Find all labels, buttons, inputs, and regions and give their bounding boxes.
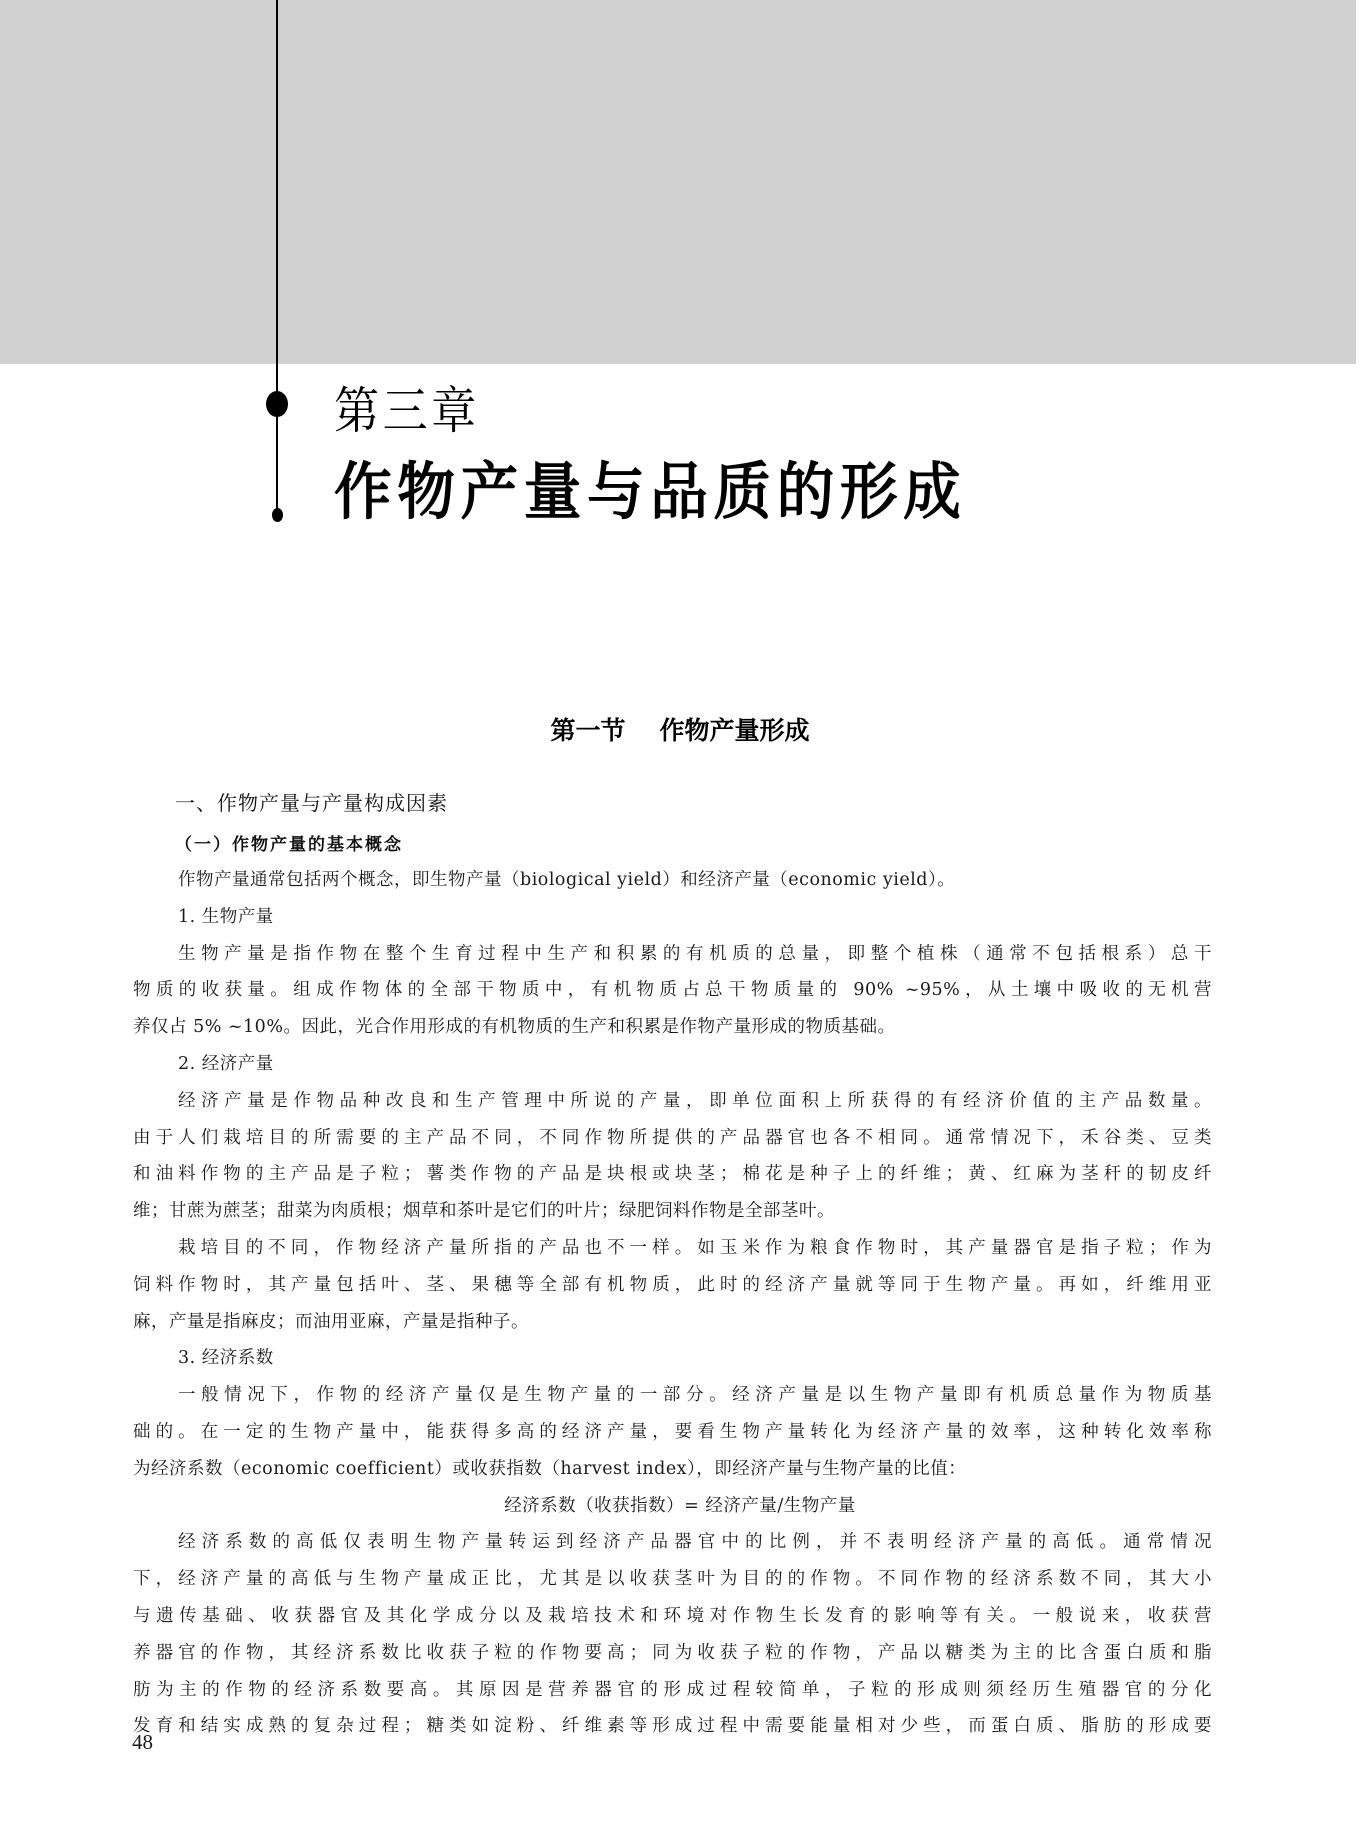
text-line: 下，经济产量的高低与生物产量成正比，尤其是以收获茎叶为目的的作物。不同作物的经济系数不同，其大小 — [133, 1569, 1212, 1590]
heading-level-2: （一）作物产量的基本概念 — [175, 835, 403, 855]
text-line: 3. 经济系数 — [178, 1348, 274, 1369]
text-line: 养器官的作物，其经济系数比收获子粒的作物要高；同为收获子粒的作物，产品以糖类为主的比含蛋白质和脂 — [133, 1642, 1212, 1663]
chapter-title: 作物产量与品质的形成 — [334, 455, 967, 528]
text-line: 养仅占 5% ~10%。因此，光合作用形成的有机物质的生产和积累是作物产量形成的物质基础。 — [133, 1017, 896, 1038]
text-line: 和油料作物的主产品是子粒；薯类作物的产品是块根或块茎；棉花是种子上的纤维；黄、红麻为茎秆的韧皮纤 — [133, 1164, 1212, 1185]
text-line: 为经济系数（economic coefficient）或收获指数（harvest index），即经济产量与生物产量的比值： — [133, 1458, 967, 1479]
text-line: 与遗传基础、收获器官及其化学成分以及栽培技术和环境对作物生长发育的影响等有关。一般说来，收获营 — [133, 1606, 1212, 1626]
text-line: 维；甘蔗为蔗茎；甜菜为肉质根；烟草和茶叶是它们的叶片；绿肥饲料作物是全部茎叶。 — [133, 1201, 835, 1222]
decorative-vertical-line — [276, 0, 278, 516]
chapter-number: 第三章 — [334, 382, 480, 440]
text-line: 生物产量是指作物在整个生育过程中生产和积累的有机质的总量，即整个植株（通常不包括根系）总干 — [178, 943, 1212, 964]
chapter-header-band — [0, 0, 1356, 364]
text-line: 一般情况下，作物的经济产量仅是生物产量的一部分。经济产量是以生物产量即有机质总量作为物质基 — [178, 1385, 1212, 1406]
formula-line: 经济系数（收获指数）= 经济产量/生物产量 — [504, 1495, 856, 1516]
text-line: 发育和结实成熟的复杂过程；糖类如淀粉、纤维素等形成过程中需要能量相对少些，而蛋白质、脂肪的形成要 — [133, 1716, 1212, 1737]
heading-level-1: 一、作物产量与产量构成因素 — [175, 791, 448, 815]
text-line: 2. 经济产量 — [178, 1054, 274, 1074]
section-title — [0, 713, 1360, 749]
text-line: 经济产量是作物品种改良和生产管理中所说的产量，即单位面积上所获得的有经济价值的主产品数量。 — [178, 1090, 1212, 1111]
page-number: 48 — [132, 1730, 153, 1754]
text-line: 作物产量通常包括两个概念，即生物产量（biological yield）和经济产量（economic yield）。 — [178, 870, 956, 890]
decorative-dot-small — [272, 508, 283, 522]
text-line: 经济系数的高低仅表明生物产量转运到经济产品器官中的比例，并不表明经济产量的高低。通常情况 — [178, 1532, 1212, 1553]
text-line: 1. 生物产量 — [178, 906, 274, 927]
text-line: 物质的收获量。组成作物体的全部干物质中，有机物质占总干物质量的 90% ~95%，从土壤中吸收的无机营 — [133, 980, 1212, 1001]
text-line: 饲料作物时，其产量包括叶、茎、果穗等全部有机物质，此时的经济产量就等同于生物产量。再如，纤维用亚 — [133, 1274, 1212, 1295]
text-line: 麻，产量是指麻皮；而油用亚麻，产量是指种子。 — [133, 1311, 529, 1332]
text-line: 由于人们栽培目的所需要的主产品不同，不同作物所提供的产品器官也各不相同。通常情况下，禾谷类、豆类 — [133, 1127, 1212, 1148]
text-line: 栽培目的不同，作物经济产量所指的产品也不一样。如玉米作为粮食作物时，其产量器官是指子粒；作为 — [178, 1238, 1212, 1258]
text-line: 肪为主的作物的经济系数要高。其原因是营养器官的形成过程较简单，子粒的形成则须经历生殖器官的分化 — [133, 1679, 1212, 1700]
section-label: 第一节 — [550, 716, 626, 745]
text-line: 础的。在一定的生物产量中，能获得多高的经济产量，要看生物产量转化为经济产量的效率，这种转化效率称 — [133, 1422, 1212, 1442]
section-name: 作物产量形成 — [659, 716, 810, 745]
decorative-dot-large — [266, 391, 288, 417]
